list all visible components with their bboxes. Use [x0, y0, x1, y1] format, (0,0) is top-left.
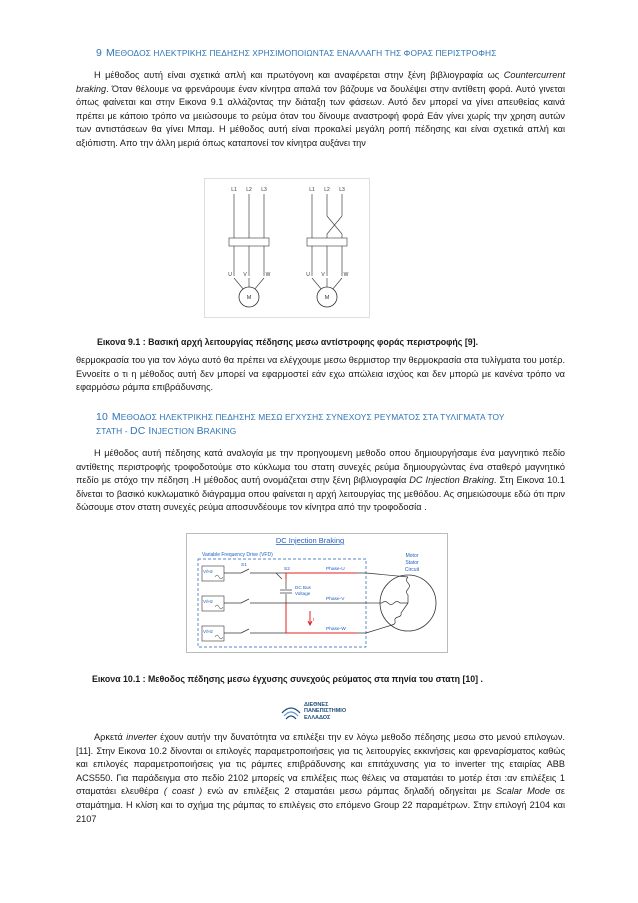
- switch-s1-label: S1: [241, 563, 247, 568]
- switch-s2-label: S2: [284, 567, 290, 572]
- label-v-b: V: [321, 272, 325, 278]
- switch-left: [229, 238, 269, 246]
- phase-w-label: Phase-W: [326, 627, 346, 632]
- logo-text: ΔΙΕΘΝΕΣ ΠΑΝΕΠΙΣΤΗΜΙΟ ΕΛΛΑΔΟΣ: [304, 702, 347, 721]
- label-w-b: W: [343, 272, 349, 278]
- figure-9-1-caption: Εικονα 9.1 : Βασική αρχή λειτουργίας πέδησης μεσω αντίστροφης φοράς περιστροφής [9].: [97, 337, 479, 347]
- section-9-heading: 9 ΜΕΘΟΔΟΣ ΗΛΕΚΤΡΙΚΗΣ ΠΕΔΗΣΗΣ ΧΡΗΣΙΜΟΠΟΙΩΝΤΑΣ ΕΝΑΛΛΑΓΗ ΤΗΣ ΦΟΡΑΣ ΠΕΡΙΣΤΡΟΦΗΣ: [96, 47, 497, 59]
- label-w: W: [265, 272, 271, 278]
- switch-right: [307, 238, 347, 246]
- figure-10-1-dc-injection-diagram: [186, 533, 448, 653]
- university-logo: [278, 702, 368, 724]
- motor-label-2: Stator: [405, 560, 419, 566]
- section-9-paragraph-continued: θερμοκρασία του για τον λόγω αυτό θα πρέπει να ελέγχουμε μεσω θερμιστορ την θερμοκρασία στα τυλίγματα του μοτέρ. Εννοείτε ο τι η μέθοδος αυτή δεν μπορεί να εφαρμοστεί εάν εχω απώλεια ισχύος και δεν μπορώ με κανένα τρόπο να εφαρμόσω ράμπα επιβράδυνσης.: [76, 355, 565, 393]
- section-9-paragraph: Η μέθοδος αυτή είναι σχετικά απλή και πρωτόγονη και αναφέρεται στην ξένη βιβλιογραφία ως Countercurrent braking. Όταν θέλουμε να φρενάρουμε έναν κίνητρα απαλά τον βάζουμε να δουλέψει στην αντίθετη φορά. Αυτό γινεται όπως φαίνεται και στην Εικονα 9.1 αλλάζοντας την διάταξη των φάσεων. Αυτό δεν μπορεί να γίνει απευθείας καινά πρέπει με κάποιο τρόπο να μειώσουμε το ρεύμα όταν του δίνουμε αναστροφή φορά Εάν γίνει χωρίς την χρηση αυτών των αντιστάσεων θα γίνει Μπαμ. Η μέθοδος αυτή είναι προκαλεί μεγάλη ροπή πέδησης και είναι σχετικά απλή και αξιόπιστη. Απο την άλλη μεριά όπως καταπονεί τον κίνητρα αυξάνει την: [76, 70, 565, 148]
- label-l3: L3: [261, 187, 267, 193]
- dc-bus-label-1: DC Bus: [295, 585, 311, 590]
- label-l2: L2: [246, 187, 252, 193]
- idc-label: I: [313, 618, 315, 623]
- label-l1-b: L1: [309, 187, 315, 193]
- vhz-label-v: V/Hz: [203, 599, 213, 604]
- motor-label-left: M: [246, 295, 252, 301]
- motor-label-right: M: [324, 295, 330, 301]
- phase-u-label: Phase-U: [326, 567, 345, 572]
- label-l2-b: L2: [324, 187, 330, 193]
- logo-mark-icon: [280, 703, 302, 723]
- figure-9-1-reversing-diagram: [204, 178, 370, 318]
- motor-label-1: Motor: [405, 553, 419, 559]
- label-l1: L1: [231, 187, 237, 193]
- vfd-label: Variable Frequency Drive (VFD): [202, 552, 273, 558]
- motor-label-3: Circuit: [404, 567, 420, 573]
- section-10-heading: 10 ΜΕΘΟΔΟΣ ΗΛΕΚΤΡΙΚΗΣ ΠΕΔΗΣΗΣ ΜΕΣΩ ΕΓΧΥΣΗΣ ΣΥΝΕΧΟΥΣ ΡΕΥΜΑΤΟΣ ΣΤΑ ΤΥΛΙΓΜΑΤΑ ΤΟΥ ΣΤΑΤΗ - DC INJECTION BRAKING: [96, 411, 505, 437]
- vhz-label-w: V/Hz: [203, 629, 213, 634]
- section-number: 9: [96, 47, 102, 59]
- phase-v-label: Phase-V: [326, 597, 345, 602]
- vhz-label-u: V/Hz: [203, 569, 213, 574]
- label-l3-b: L3: [339, 187, 345, 193]
- figure-10-1-caption: Εικονα 10.1 : Μεθοδος πέδησης μεσω έγχυσης συνεχούς ρεύματος στα πηνία του στατη [10] .: [92, 674, 483, 684]
- diagram-title: DC Injection Braking: [275, 536, 345, 545]
- section-10-paragraph: Η μέθοδος αυτή πέδησης κατά αναλογία με την προηγουμενη μεθοδο οπου δημιουργήσαμε ένα μαγνητικό πεδίο αντίθετης περιστροφής τροφοδοτούμε στο κύκλωμα του στατη συνεχές ρεύμα δημιουργώντας ένα σταθερό μαγνητικό πεδίο με στόχο την πέδηση .Η μέθοδος αυτή ονομάζεται στην ξένη βιβλιογραφία DC Injection Braking. Στη Εικονα 10.1 δίνεται το βασικό κυκλωματικό διάγραμμα οπου φαίνεται η αρχή λειτουργίας της μεθόδου. Ας σημειώσουμε εδώ ότι πριν δώσουμε στον στατη συνεχές ρεύμα αποσυνδέουμε τον κίνητρα από την τροφοδοσία .: [76, 448, 565, 513]
- label-u: U: [228, 272, 232, 278]
- section-10-paragraph-2: Αρκετά inverter έχουν αυτήν την δυνατότητα να επιλέξει την εν λόγω μεθοδο πέδησης μεσω στο μενού επιλογων. [11]. Στην Εικονα 10.2 δίνονται οι επιλογές παραμετροποιήσεις για τις λειτουργίες εκκινήσεις και φρεναρίσματος καθώς και επιλογές παραμετροποιήσεις για τις ράμπες επιβράδυνσης και επιτάχυνσης για το inverter της εταιρίας ABB ACS550. Για παράδειγμα στο πεδίο 2102 μπορείς να επιλέξεις πως θέλεις να σταματάει το μοτέρ έτσι :αν επιλέξεις 1 σταματάει ελευθέρα ( coast ) ενώ αν επιλέξεις 2 σταματάει μεσω ράμπας δηλαδή οδηγείται με Scalar Mode σε σταμάτημα. Η κλίση και το σχήμα της ράμπας το επιλέγεις στο επόμενο Group 22 παραμέτρων. Στην επιλογή 2104 και 2107: [76, 732, 566, 824]
- label-v: V: [243, 272, 247, 278]
- section-number: 10: [96, 411, 108, 423]
- dc-bus-label-2: Voltage: [295, 591, 311, 596]
- label-u-b: U: [306, 272, 310, 278]
